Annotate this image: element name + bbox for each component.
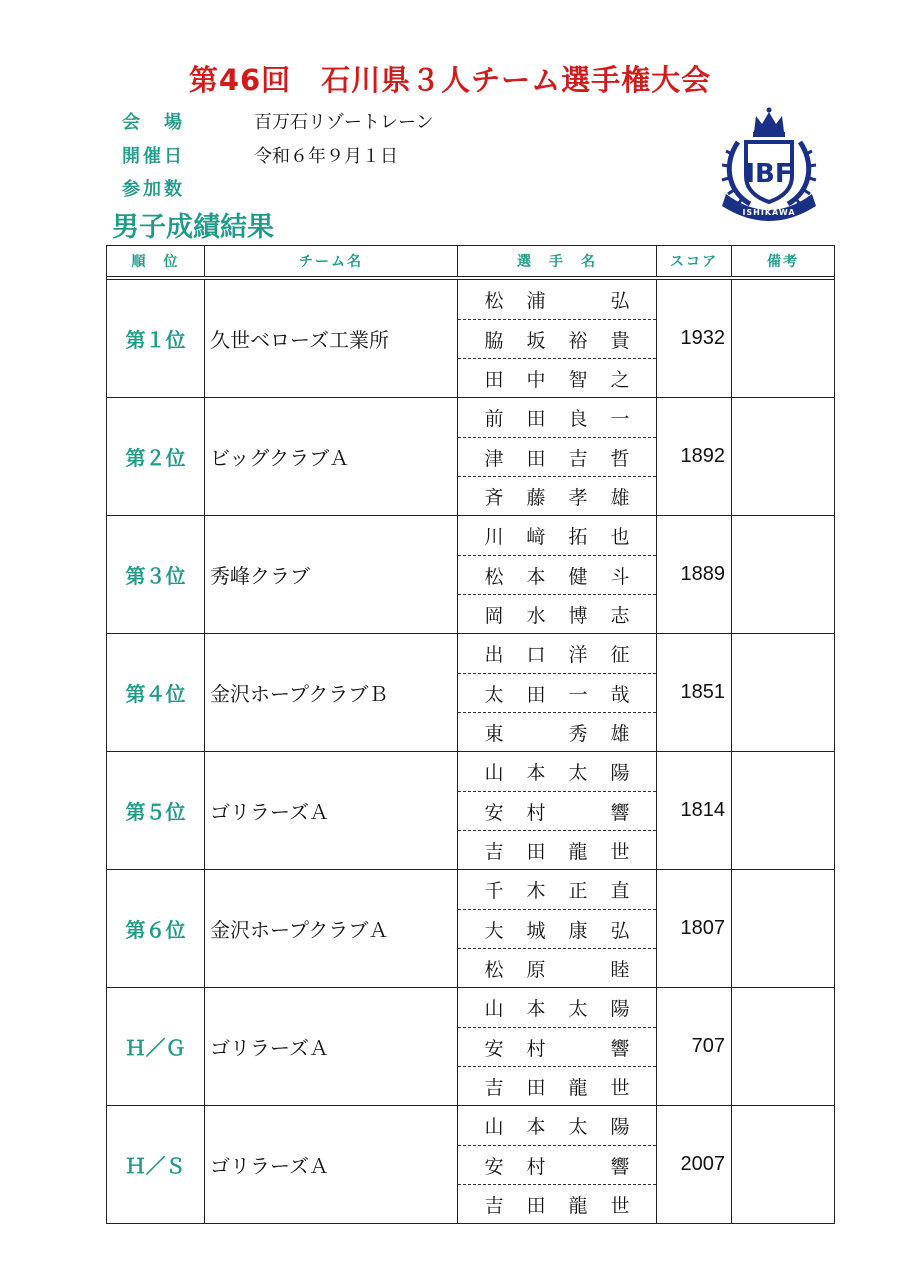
rank-cell: 第３位 [107,516,205,634]
rank-cell: Ｈ／Ｇ [107,988,205,1106]
col-note-header: 備考 [732,246,835,277]
player-name [458,752,656,791]
player-char: 千 [484,880,504,902]
player-char: 村 [526,1037,546,1060]
player-char: 口 [526,644,546,666]
rank-cell: 第６位 [107,870,205,988]
team-cell: ゴリラーズＡ [205,1106,458,1224]
player-name [458,319,656,358]
player-char: 龍 [568,1194,588,1217]
player-char: 川 [484,526,504,548]
player-name [458,948,656,987]
player-char: 哲 [610,447,630,470]
player-char: 本 [526,565,546,588]
player-char: 安 [484,1037,504,1060]
player-name [458,594,656,633]
col-rank-header: 順 位 [107,246,205,277]
ibf-logo-icon [716,102,822,222]
note-cell [732,516,835,634]
player-char: 世 [610,1194,630,1217]
note-cell [732,752,835,870]
score-cell: 707 [657,988,732,1106]
player-char: 村 [526,1155,546,1178]
player-name [458,988,656,1027]
player-char: 正 [568,880,588,902]
player-char: 田 [526,1076,546,1099]
player-char: 裕 [568,329,588,352]
players-cell [458,516,657,634]
player-char: 岡 [484,604,504,627]
player-char: 睦 [610,958,630,981]
player-char: 中 [526,368,546,391]
player-char: 村 [526,801,546,824]
results-body [107,277,835,1224]
players-cell [458,398,657,516]
player-char: 田 [526,840,546,863]
player-name [458,1145,656,1184]
player-char: 世 [610,1076,630,1099]
table-row [107,280,835,398]
score-cell: 2007 [657,1106,732,1224]
player-char: 吉 [484,1076,504,1099]
player-char: 出 [484,644,504,666]
team-cell: ビッグクラブＡ [205,398,458,516]
team-cell: ゴリラーズＡ [205,752,458,870]
player-char: 安 [484,1155,504,1178]
score-cell: 1892 [657,398,732,516]
player-char: 東 [484,722,504,745]
player-char: 拓 [568,526,588,548]
player-name [458,870,656,909]
player-char: 山 [484,762,504,784]
player-char: 世 [610,840,630,863]
player-char: 龍 [568,1076,588,1099]
player-char: 洋 [568,644,588,666]
player-char: 城 [526,919,546,942]
player-name [458,516,656,555]
player-char: 斉 [484,486,504,509]
player-char: 雄 [610,486,630,509]
player-char: 太 [568,1116,588,1138]
player-char: 響 [610,1155,630,1178]
col-score-header: スコア [657,246,732,277]
player-char: 太 [568,998,588,1020]
player-char: 田 [526,683,546,706]
table-row [107,1106,835,1224]
player-char: 陽 [610,762,630,784]
player-name [458,358,656,397]
player-char: 之 [610,368,630,391]
player-name [458,634,656,673]
logo-ring-text: ISHIKAWA [742,208,796,217]
player-char: 津 [484,447,504,470]
table-row [107,516,835,634]
player-name [458,555,656,594]
date-value: 令和６年９月１日 [254,146,398,167]
logo-text: IBF [745,159,793,189]
player-char: 響 [610,801,630,824]
player-name [458,830,656,869]
team-cell: 秀峰クラブ [205,516,458,634]
table-header-row [107,246,835,277]
note-cell [732,634,835,752]
player-char: 陽 [610,998,630,1020]
player-char: 響 [610,1037,630,1060]
note-cell [732,1106,835,1224]
players-cell [458,870,657,988]
score-cell: 1807 [657,870,732,988]
player-char: 征 [610,644,630,666]
player-char: 田 [526,408,546,430]
rank-cell: 第１位 [107,280,205,398]
table-row [107,988,835,1106]
player-char: 田 [526,1194,546,1217]
section-title: 男子成績結果 [112,212,274,243]
venue-value: 百万石リゾートレーン [254,112,434,133]
rank-cell: Ｈ／Ｓ [107,1106,205,1224]
team-cell: 金沢ホープクラブＢ [205,634,458,752]
col-team-header: チーム名 [205,246,458,277]
rank-cell: 第５位 [107,752,205,870]
team-cell: 金沢ホープクラブＡ [205,870,458,988]
players-cell [458,1106,657,1224]
player-name [458,437,656,476]
players-cell [458,280,657,398]
table-row [107,634,835,752]
player-char: 吉 [484,1194,504,1217]
team-cell: 久世ベローズ工業所 [205,280,458,398]
participants-label: 参加数 [122,179,185,200]
player-char: 一 [610,408,630,430]
player-char: 松 [484,290,504,312]
player-char: 弘 [610,919,630,942]
player-char: 木 [526,880,546,902]
player-char: 安 [484,801,504,824]
player-char: 本 [526,762,546,784]
player-char: 太 [568,762,588,784]
player-name [458,1027,656,1066]
player-char: 藤 [526,486,546,509]
player-char: 脇 [484,329,504,352]
player-name [458,712,656,751]
player-char: 吉 [484,840,504,863]
player-char: 健 [568,565,588,588]
player-char: 斗 [610,565,630,588]
player-char: 浦 [526,290,546,312]
player-char: 﨑 [526,526,546,548]
note-cell [732,398,835,516]
page-title: 第46回 石川県３人チーム選手権大会 [188,63,712,97]
player-char: 前 [484,408,504,430]
rank-cell: 第４位 [107,634,205,752]
player-char: 康 [568,919,588,942]
player-char: 松 [484,958,504,981]
player-name [458,791,656,830]
note-cell [732,280,835,398]
player-name [458,1106,656,1145]
player-char: 雄 [610,722,630,745]
player-name [458,280,656,319]
player-char: 直 [610,880,630,902]
player-name [458,1066,656,1105]
player-char: 水 [526,604,546,627]
player-char: 吉 [568,447,588,470]
player-name [458,398,656,437]
player-char: 也 [610,526,630,548]
player-char: 坂 [526,329,546,352]
table-row [107,398,835,516]
players-cell [458,634,657,752]
players-cell [458,988,657,1106]
score-cell: 1814 [657,752,732,870]
player-char: 本 [526,1116,546,1138]
date-label: 開催日 [122,146,185,167]
player-char: 弘 [610,290,630,312]
player-char: 一 [568,683,588,706]
player-char: 田 [484,368,504,391]
score-cell: 1932 [657,280,732,398]
note-cell [732,988,835,1106]
player-char: 本 [526,998,546,1020]
player-char: 大 [484,919,504,942]
results-table [106,245,835,1224]
table-row [107,752,835,870]
col-players-header: 選 手 名 [458,246,657,277]
player-name [458,476,656,515]
player-char: 松 [484,565,504,588]
player-char: 山 [484,1116,504,1138]
venue-label: 会 場 [122,112,185,133]
player-char: 山 [484,998,504,1020]
player-char: 龍 [568,840,588,863]
players-cell [458,752,657,870]
rank-cell: 第２位 [107,398,205,516]
score-cell: 1889 [657,516,732,634]
table-row [107,870,835,988]
player-char: 秀 [568,722,588,745]
player-name [458,1184,656,1223]
player-name [458,673,656,712]
player-char: 太 [484,683,504,706]
player-char: 志 [610,604,630,627]
player-char: 孝 [568,486,588,509]
player-char: 智 [568,368,588,391]
note-cell [732,870,835,988]
player-name [458,909,656,948]
team-cell: ゴリラーズＡ [205,988,458,1106]
player-char: 博 [568,604,588,627]
player-char: 原 [526,958,546,981]
player-char: 哉 [610,683,630,706]
player-char: 貴 [610,329,630,352]
score-cell: 1851 [657,634,732,752]
player-char: 田 [526,447,546,470]
player-char: 陽 [610,1116,630,1138]
player-char: 良 [568,408,588,430]
